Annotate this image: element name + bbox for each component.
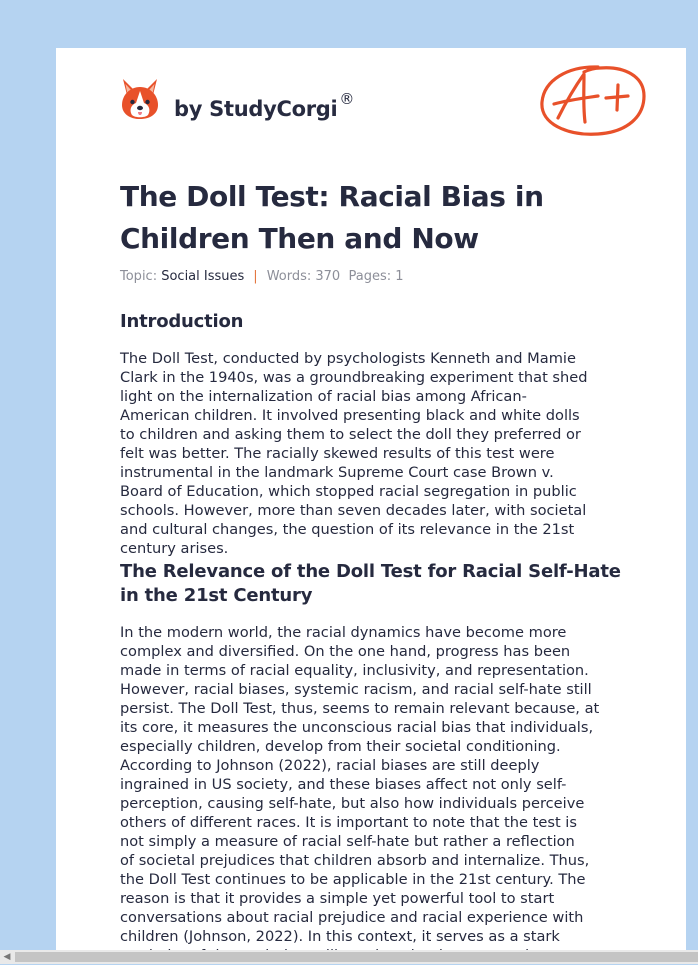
horizontal-scrollbar[interactable]	[0, 950, 698, 964]
word-count: Words: 370	[266, 269, 341, 284]
corgi-icon	[120, 77, 160, 121]
topic-link[interactable]: Social Issues	[161, 269, 245, 284]
document-meta	[120, 269, 404, 284]
scroll-left-arrow-icon[interactable]: ◀	[3, 952, 11, 962]
studycorgi-logo[interactable]	[120, 76, 354, 122]
page-count: Pages: 1	[348, 269, 404, 284]
section-heading-relevance: The Relevance of the Doll Test for Racial Self-Hate in the 21st Century	[120, 561, 621, 606]
section-paragraph-relevance: In the modern world, the racial dynamics have become more complex and diversified. On the one hand, progress has been made in terms of racial equality, inclusivity, and representation. However, racial biases, systemic racism, and racial self-hate still persist. The Doll Test, thus, seems to remain relevant because, at its core, it measures the unconscious racial bias that individuals, especially children, develop from their societal conditioning. According to Johnson (2022), racial biases are still deeply ingrained in US society, and these biases affect not only self- perception, causing self-hate, but also how individuals perceive others of different races. It is important to note that the test is not simply a measure of racial self-hate but rather a reflection of societal prejudices that children absorb and internalize. Thus, the Doll Test continues to be applicable in the 21st century. The reason is that it provides a simple yet powerful tool to start conversations about racial prejudice and racial experience with children (Johnson, 2022). In this context, it serves as a stark	[120, 624, 600, 945]
section-paragraph-introduction: The Doll Test, conducted by psychologists Kenneth and Mamie Clark in the 1940s, was a groundbreaking experiment that shed light on the internalization of racial bias among African- American children. It involved presenting black and white dolls to children and asking them to select the doll they preferred or felt was better. The racially skewed results of this test were instrumental in the landmark Supreme Court case Brown v. Board of Education, which stopped racial segregation in public schools. However, more than seven decades later, with societal and cultural changes, the question of its relevance in the 21st century arises.	[120, 350, 588, 557]
section-heading-introduction: Introduction	[120, 311, 244, 332]
topic-label: Topic:	[120, 269, 158, 284]
a-plus-icon	[538, 58, 648, 140]
brand-name: by StudyCorgi ®	[174, 89, 355, 121]
document-body	[120, 310, 636, 965]
document-title: The Doll Test: Racial Bias in Children Then and Now	[120, 180, 544, 255]
document-page	[56, 48, 686, 950]
meta-separator: |	[253, 269, 258, 284]
trademark-symbol: ®	[339, 89, 355, 108]
scrollbar-thumb[interactable]	[15, 952, 698, 962]
